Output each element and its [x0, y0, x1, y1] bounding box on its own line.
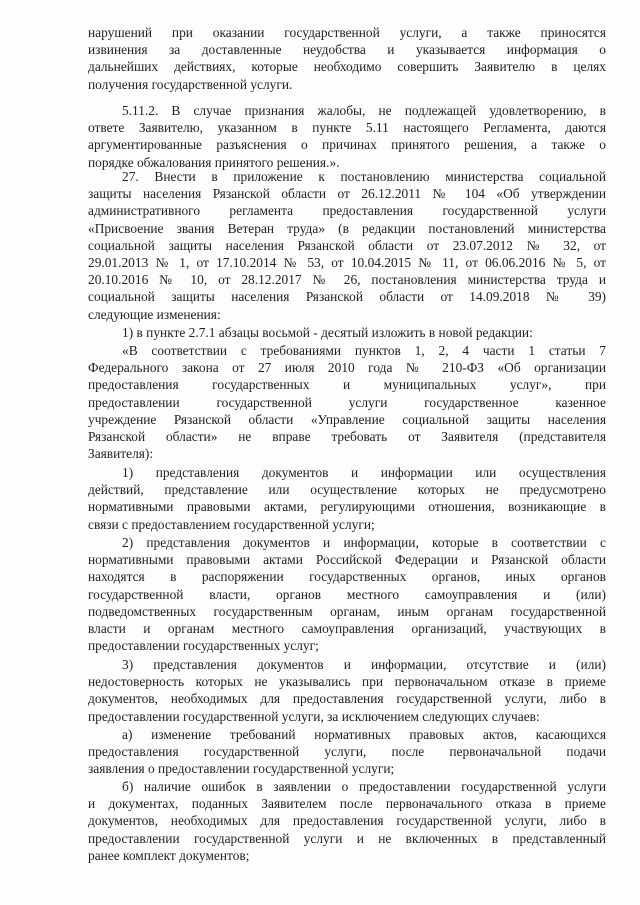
paragraph-7 [88, 534, 606, 654]
text-line: следующие изменения: [88, 306, 221, 322]
text-line: действий, представление или осуществление которых не предусмотрено [88, 482, 606, 498]
text-line: 3) представления документов и информации, отсутствие и (или) [122, 657, 606, 672]
text-line: подведомственных государственным органам, иным органам государственной [88, 603, 606, 619]
text-line: связи с предоставлением государственной услуги; [88, 516, 375, 532]
text-line: предоставлении государственной услуги, за исключением следующих случаев: [88, 708, 540, 724]
text-line: 20.10.2016 № 10, от 28.12.2017 № 26, постановления министерства труда и [88, 272, 606, 288]
text-line: недостоверность которых не указывались при первоначальном отказе в приеме [88, 674, 606, 690]
text-line: документов, необходимых для предоставления государственной услуги, либо в [88, 691, 606, 707]
text-line: б) наличие ошибок в заявлении о предоставлении государственной услуги [122, 779, 606, 794]
text-line: дальнейших действиях, которые необходимо совершить Заявителю в целях [88, 59, 606, 75]
text-line: аргументированные разъяснения о причинах принятого решения, а также о [88, 137, 606, 153]
text-line: 27. Внести в приложение к постановлению министерства социальной [122, 169, 606, 184]
paragraph-9 [88, 726, 606, 778]
text-line: предоставлении государственной услуги государственное казенное [88, 394, 606, 410]
paragraph-5 [88, 342, 606, 462]
text-line: «Присвоение звания Ветеран труда» (в редакции постановлений министерства [88, 220, 606, 236]
text-line: административного регламента предоставления государственной услуги [88, 203, 606, 219]
text-line: социальной защиты населения Рязанской области от 23.07.2012 № 32, от [88, 237, 606, 253]
text-line: 1) представления документов и информации или осуществления [122, 465, 606, 480]
text-line: «В соответствии с требованиями пунктов 1, 2, 4 части 1 статьи 7 [122, 343, 606, 358]
text-line: получения государственной услуги. [88, 76, 293, 92]
paragraph-10 [88, 778, 606, 864]
text-line: 29.01.2013 № 1, от 17.10.2014 № 53, от 10.04.2015 № 11, от 06.06.2016 № 5, от [88, 254, 606, 270]
text-line: Федерального закона от 27 июля 2010 года № 210-ФЗ «Об организации [88, 360, 606, 376]
text-line: документов, необходимых для предоставления государственной услуги, либо в [88, 813, 606, 829]
text-line: а) изменение требований нормативных правовых актов, касающихся [122, 727, 606, 742]
paragraph-2 [88, 102, 606, 171]
text-line: и документах, поданных Заявителем после первоначального отказа в приеме [88, 796, 606, 812]
paragraph-3 [88, 168, 606, 323]
text-line: 1) в пункте 2.7.1 абзацы восьмой - десятый изложить в новой редакции: [122, 325, 533, 340]
text-line: предоставления государственной услуги, после первоначальной подачи [88, 744, 606, 760]
text-line: извинения за доставленные неудобства и указывается информация о [88, 42, 606, 58]
paragraph-1 [88, 24, 606, 93]
text-line: защиты населения Рязанской области от 26.12.2011 № 104 «Об утверждении [88, 186, 606, 202]
text-line: ответе Заявителю, указанном в пункте 5.11 настоящего Регламента, даются [88, 120, 606, 136]
text-line: предоставления государственных и муниципальных услуг», при [88, 377, 606, 393]
text-line: власти и органам местного самоуправления организаций, участвующих в [88, 620, 606, 636]
text-line: заявления о предоставлении государственной услуги; [88, 761, 395, 777]
paragraph-8 [88, 656, 606, 725]
text-line: 2) представления документов и информации, которые в соответствии с [122, 535, 606, 550]
text-line: Рязанской области» не вправе требовать от Заявителя (представителя [88, 428, 606, 444]
text-line: социальной защиты населения Рязанской области от 14.09.2018 № 39) [88, 289, 606, 305]
text-line: нарушений при оказании государственной услуги, а также приносятся [88, 25, 606, 40]
paragraph-6 [88, 464, 606, 533]
text-line: учреждение Рязанской области «Управление социальной защиты населения [88, 411, 606, 427]
text-line: порядке обжалования принятого решения.». [88, 154, 340, 170]
text-line: 5.11.2. В случае признания жалобы, не подлежащей удовлетворению, в [122, 103, 606, 118]
text-line: нормативными правовыми актами, регулирующими отношения, возникающие в [88, 499, 606, 515]
paragraph-4 [88, 324, 606, 341]
text-line: Заявителя): [88, 446, 154, 462]
text-line: ранее комплект документов; [88, 847, 250, 863]
text-line: нормативными правовыми актами Российской Федерации и Рязанской области [88, 552, 606, 568]
text-line: находятся в распоряжении государственных органов, иных органов [88, 569, 606, 585]
text-line: предоставлении государственной услуги и не включенных в представленный [88, 830, 606, 846]
text-line: государственной власти, органов местного самоуправления и (или) [88, 586, 606, 602]
text-line: предоставлении государственных услуг; [88, 638, 319, 654]
